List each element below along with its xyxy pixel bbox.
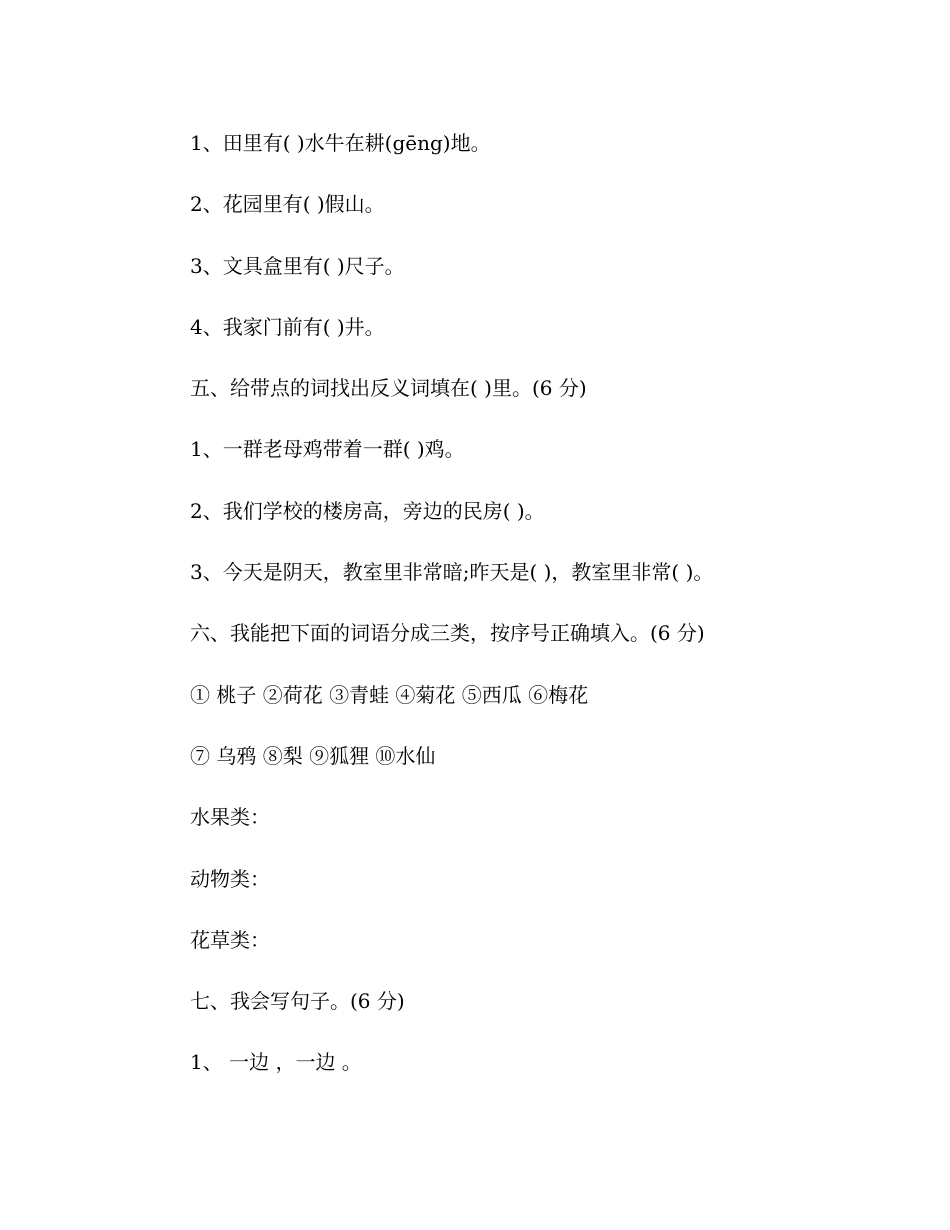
question-5-item-3: 3、今天是阴天，教室里非常暗;昨天是( )，教室里非常( )。 [190, 560, 714, 585]
section-7-heading: 七、我会写句子。(6 分) [190, 989, 405, 1014]
category-fruit-label: 水果类： [190, 805, 270, 830]
question-4-item-3: 3、文具盒里有( )尺子。 [190, 253, 405, 278]
document-body [190, 127, 890, 1108]
question-4-item-1: 1、田里有( )水牛在耕(gēng)地。 [190, 131, 491, 155]
section-5-heading: 五、给带点的词找出反义词填在( )里。(6 分) [190, 376, 587, 401]
category-flower-label: 花草类： [190, 927, 270, 952]
section-6-heading: 六、我能把下面的词语分成三类，按序号正确填入。(6 分) [190, 621, 705, 646]
word-list-row-1: ① 桃子 ②荷花 ③青蛙 ④菊花 ⑤西瓜 ⑥梅花 [190, 682, 589, 707]
question-5-item-2: 2、我们学校的楼房高，旁边的民房( )。 [190, 498, 545, 523]
question-4-item-2: 2、花园里有( )假山。 [190, 192, 385, 217]
word-list-row-2: ⑦ 乌鸦 ⑧梨 ⑨狐狸 ⑩水仙 [190, 743, 436, 768]
category-animal-label: 动物类： [190, 866, 270, 891]
question-7-item-1: 1、 一边 ，一边 。 [190, 1050, 362, 1075]
question-4-item-4: 4、我家门前有( )井。 [190, 314, 385, 339]
question-5-item-1: 1、一群老母鸡带着一群( )鸡。 [190, 437, 465, 462]
